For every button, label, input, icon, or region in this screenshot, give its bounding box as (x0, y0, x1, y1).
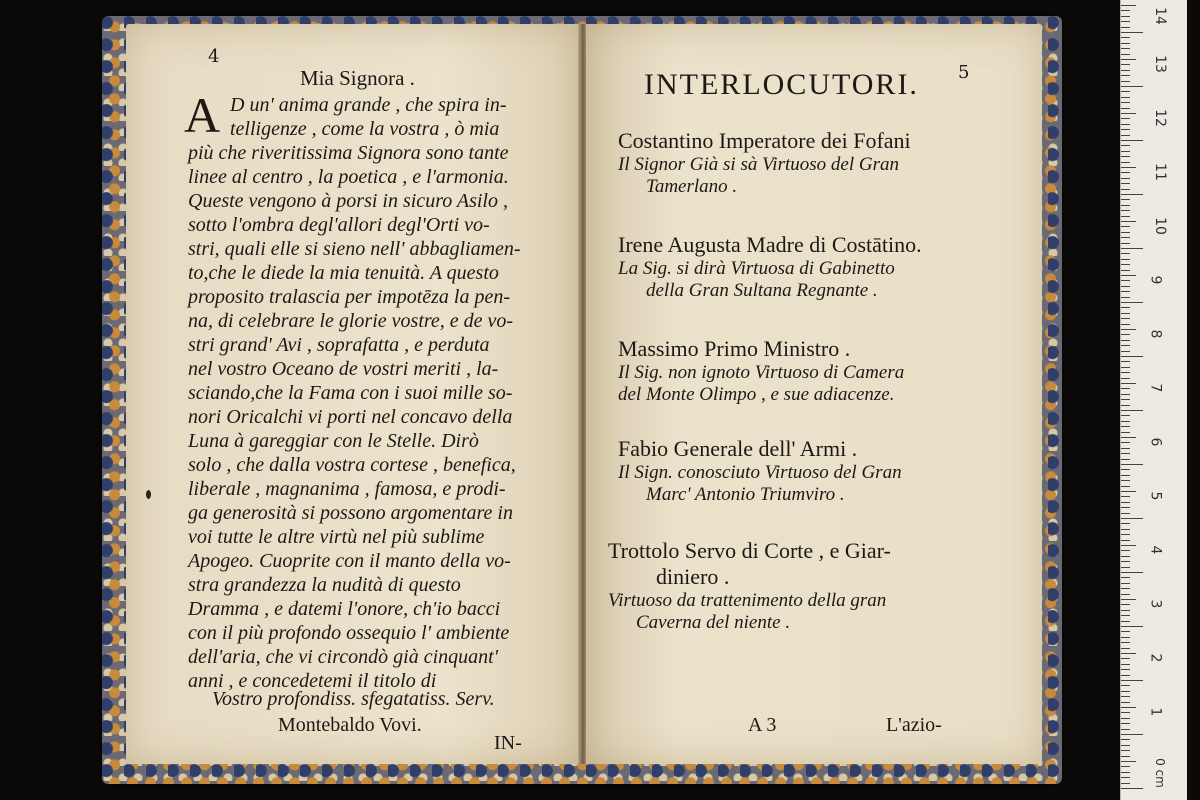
ruler-tick (1121, 302, 1143, 303)
ruler-tick (1121, 729, 1130, 730)
ruler-tick (1121, 172, 1130, 173)
ruler-tick (1121, 70, 1130, 71)
ruler-tick (1121, 59, 1136, 60)
text-line: Apogeo. Cuoprite con il manto della vo- (188, 550, 511, 572)
role-description: Il Sign. conosciuto Virtuoso del Gran (618, 462, 902, 483)
dedication-heading: Mia Signora . (300, 66, 415, 90)
cast-entry (608, 538, 891, 634)
ruler-tick (1121, 291, 1130, 292)
ruler-tick (1121, 318, 1130, 319)
role-name: Massimo Primo Ministro . (618, 336, 851, 361)
ruler-tick (1121, 297, 1130, 298)
text-line: D un' anima grande , che spira in- (230, 94, 507, 116)
role-name: Irene Augusta Madre di Costātino. (618, 232, 922, 257)
ruler-tick (1121, 264, 1130, 265)
ruler-tick (1121, 210, 1130, 211)
ruler-number: 3 (1147, 599, 1164, 609)
ruler-tick (1121, 572, 1143, 573)
right-folio: 5 (958, 62, 970, 83)
text-line: anni , e concedetemi il titolo di (188, 670, 437, 692)
ruler-tick (1121, 469, 1130, 470)
ruler-tick (1121, 113, 1136, 114)
ruler-tick (1121, 356, 1143, 357)
ruler-tick (1121, 615, 1130, 616)
ruler-tick (1121, 783, 1130, 784)
ruler-tick (1121, 464, 1143, 465)
ruler-tick (1121, 453, 1130, 454)
ruler-tick (1121, 280, 1130, 281)
ruler-tick (1121, 604, 1130, 605)
ruler-tick (1121, 286, 1130, 287)
ruler-tick (1121, 518, 1143, 519)
text-line: dell'aria, che vi circondò già cinquant' (188, 646, 498, 668)
ruler-number: 9 (1147, 275, 1164, 285)
ruler-tick (1121, 340, 1130, 341)
ruler-tick (1121, 766, 1130, 767)
ruler-tick (1121, 194, 1143, 195)
ruler-tick (1121, 415, 1130, 416)
text-line: con il più profondo ossequio l' ambiente (188, 622, 510, 644)
ruler-tick (1121, 459, 1130, 460)
text-line: voi tutte le altre virtù nel più sublime (188, 526, 485, 548)
ruler-tick (1121, 577, 1130, 578)
ruler-number: 14 (1151, 7, 1168, 25)
ruler-tick (1121, 91, 1130, 92)
ruler-tick (1121, 324, 1130, 325)
ruler-number: 10 (1151, 217, 1168, 235)
text-line: to,che le diede la mia tenuità. A questo (188, 262, 499, 284)
text-line: stri grand' Avi , soprafatta , e perduta (188, 334, 490, 356)
ruler-tick (1121, 745, 1130, 746)
ruler-tick (1121, 631, 1130, 632)
ruler-number: 5 (1147, 491, 1164, 501)
ruler-number: 8 (1147, 329, 1164, 339)
signature: Montebaldo Vovi. (278, 714, 422, 736)
ruler-tick (1121, 502, 1130, 503)
ruler-tick (1121, 723, 1130, 724)
ruler-tick (1121, 313, 1130, 314)
ruler-tick (1121, 64, 1130, 65)
ruler-tick (1121, 637, 1130, 638)
ruler-tick (1121, 653, 1136, 654)
ruler-tick (1121, 680, 1143, 681)
ruler-tick (1121, 496, 1130, 497)
ruler-tick (1121, 707, 1136, 708)
ruler-tick (1121, 205, 1130, 206)
ruler-tick (1121, 507, 1130, 508)
ruler-tick (1121, 5, 1136, 6)
ruler-tick (1121, 529, 1130, 530)
ruler-tick (1121, 685, 1130, 686)
ruler-unit: 0 cm (1152, 758, 1167, 788)
left-catchword: IN- (494, 732, 522, 754)
ruler-tick (1121, 561, 1130, 562)
role-description: Virtuoso da trattenimento della gran (608, 590, 887, 611)
drop-capital: A (184, 87, 221, 143)
ruler-tick (1121, 513, 1130, 514)
ruler-tick (1121, 777, 1130, 778)
cast-entry (618, 128, 911, 198)
text-line: più che riveritissima Signora sono tante (188, 142, 509, 164)
ruler-tick (1121, 426, 1130, 427)
ruler-tick (1121, 399, 1130, 400)
measurement-ruler (1120, 0, 1187, 800)
ruler-number: 12 (1151, 109, 1168, 127)
ruler-tick (1121, 405, 1130, 406)
ruler-tick (1121, 712, 1130, 713)
ruler-tick (1121, 102, 1130, 103)
ruler-tick (1121, 383, 1136, 384)
text-line: linee al centro , la poetica , e l'armonia. (188, 166, 509, 188)
role-name-continued: diniero . (656, 564, 730, 589)
ink-blot (146, 490, 151, 499)
ruler-tick (1121, 696, 1130, 697)
ruler-tick (1121, 550, 1130, 551)
ruler-tick (1121, 523, 1130, 524)
ruler-tick (1121, 567, 1130, 568)
ruler-tick (1121, 75, 1130, 76)
cast-list-title: INTERLOCUTORI. (644, 68, 919, 101)
ruler-tick (1121, 199, 1130, 200)
left-page (126, 24, 580, 764)
role-name: Fabio Generale dell' Armi . (618, 436, 858, 461)
ruler-tick (1121, 432, 1130, 433)
ruler-tick (1121, 410, 1143, 411)
ruler-tick (1121, 599, 1136, 600)
role-name: Trottolo Servo di Corte , e Giar- (608, 538, 891, 563)
signature-mark: A 3 (748, 714, 777, 736)
ruler-tick (1121, 307, 1130, 308)
ruler-tick (1121, 761, 1136, 762)
text-line: na, di celebrare le glorie vostre, e de vo- (188, 310, 514, 332)
role-name: Costantino Imperatore dei Fofani (618, 128, 911, 153)
text-line: ga generosità si possono argomentare in (188, 502, 513, 524)
ruler-tick (1121, 226, 1130, 227)
ruler-tick (1121, 583, 1130, 584)
ruler-tick (1121, 81, 1130, 82)
ruler-tick (1121, 545, 1136, 546)
ruler-tick (1121, 189, 1130, 190)
text-line: Dramma , e datemi l'onore, ch'io bacci (188, 598, 501, 620)
ruler-number: 7 (1147, 383, 1164, 393)
ruler-tick (1121, 610, 1130, 611)
text-line: liberale , magnanima , famosa, e prodi- (188, 478, 506, 500)
ruler-tick (1121, 48, 1130, 49)
text-line: nel vostro Oceano de vostri meriti , la- (188, 358, 499, 380)
text-line: proposito tralascia per impotēza la pen- (188, 286, 511, 308)
text-line: solo , che dalla vostra cortese , benefica, (188, 454, 516, 476)
ruler-tick (1121, 588, 1130, 589)
ruler-tick (1121, 739, 1130, 740)
ruler-tick (1121, 475, 1130, 476)
ruler-tick (1121, 480, 1130, 481)
ruler-tick (1121, 367, 1130, 368)
ruler-tick (1121, 664, 1130, 665)
closing-line: Vostro profondiss. sfegatatiss. Serv. (212, 688, 495, 710)
ruler-tick (1121, 675, 1130, 676)
ruler-tick (1121, 378, 1130, 379)
text-line: stri, quali elle si sieno nell' abbagliamen- (188, 238, 521, 260)
ruler-tick (1121, 27, 1130, 28)
role-description: Tamerlano . (646, 176, 738, 197)
role-description: Il Signor Già si sà Virtuoso del Gran (618, 154, 899, 175)
ruler-tick (1121, 43, 1130, 44)
text-line: telligenze , come la vostra , ò mia (230, 118, 500, 140)
ruler-tick (1121, 691, 1130, 692)
ruler-tick (1121, 243, 1130, 244)
ruler-tick (1121, 772, 1130, 773)
ruler-tick (1121, 442, 1130, 443)
ruler-tick (1121, 361, 1130, 362)
ruler-tick (1121, 178, 1130, 179)
ruler-tick (1121, 540, 1130, 541)
ruler-number: 11 (1151, 163, 1168, 181)
right-catchword: L'azio- (886, 714, 942, 736)
ruler-tick (1121, 329, 1136, 330)
ruler-tick (1121, 421, 1130, 422)
ruler-tick (1121, 232, 1130, 233)
role-description: del Monte Olimpo , e sue adiacenze. (618, 384, 895, 405)
ruler-tick (1121, 216, 1130, 217)
ruler-tick (1121, 135, 1130, 136)
ruler-tick (1121, 648, 1130, 649)
text-line: sciando,che la Fama con i suoi mille so- (188, 382, 513, 404)
ruler-tick (1121, 491, 1136, 492)
cast-entry (618, 336, 904, 406)
ruler-tick (1121, 788, 1143, 789)
text-line: sotto l'ombra degl'allori degl'Orti vo- (188, 214, 490, 236)
ruler-tick (1121, 658, 1130, 659)
cast-entry (618, 436, 902, 506)
ruler-number: 6 (1147, 437, 1164, 447)
role-description: Caverna del niente . (636, 612, 791, 633)
ruler-tick (1121, 372, 1130, 373)
ruler-tick (1121, 167, 1136, 168)
ruler-number: 13 (1151, 55, 1168, 73)
ruler-tick (1121, 594, 1130, 595)
ruler-tick (1121, 145, 1130, 146)
ruler-tick (1121, 221, 1136, 222)
role-description: Il Sig. non ignoto Virtuoso di Camera (618, 362, 905, 383)
ruler-tick (1121, 270, 1130, 271)
ruler-tick (1121, 756, 1130, 757)
ruler-tick (1121, 448, 1130, 449)
right-page (586, 24, 1042, 764)
ruler-tick (1121, 248, 1143, 249)
ruler-tick (1121, 162, 1130, 163)
ruler-tick (1121, 108, 1130, 109)
ruler-tick (1121, 86, 1143, 87)
ruler-tick (1121, 718, 1130, 719)
role-description: Marc' Antonio Triumviro . (646, 484, 845, 505)
ruler-tick (1121, 334, 1130, 335)
ruler-tick (1121, 183, 1130, 184)
ruler-tick (1121, 275, 1136, 276)
ruler-tick (1121, 259, 1130, 260)
ruler-tick (1121, 534, 1130, 535)
text-line: stra grandezza la nudità di questo (188, 574, 461, 596)
ruler-tick (1121, 21, 1130, 22)
ruler-tick (1121, 237, 1130, 238)
ruler-tick (1121, 97, 1130, 98)
ruler-tick (1121, 253, 1130, 254)
ruler-tick (1121, 734, 1143, 735)
cast-entry (618, 232, 922, 302)
ruler-tick (1121, 750, 1130, 751)
role-description: La Sig. si dirà Virtuosa di Gabinetto (618, 258, 895, 279)
ruler-number: 1 (1147, 707, 1164, 717)
text-line: Luna à gareggiar con le Stelle. Dirò (188, 430, 479, 452)
ruler-tick (1121, 394, 1130, 395)
ruler-tick (1121, 156, 1130, 157)
text-line: nori Oricalchi vi porti nel concavo della (188, 406, 513, 428)
ruler-tick (1121, 118, 1130, 119)
ruler-tick (1121, 626, 1143, 627)
ruler-tick (1121, 37, 1130, 38)
ruler-tick (1121, 140, 1143, 141)
ruler-tick (1121, 124, 1130, 125)
ruler-tick (1121, 702, 1130, 703)
left-folio: 4 (208, 46, 220, 67)
ruler-number: 2 (1147, 653, 1164, 663)
ruler-tick (1121, 556, 1130, 557)
ruler-tick (1121, 16, 1130, 17)
ruler-tick (1121, 388, 1130, 389)
ruler-tick (1121, 32, 1143, 33)
ruler-tick (1121, 621, 1130, 622)
ruler-tick (1121, 437, 1136, 438)
role-description: della Gran Sultana Regnante . (646, 280, 878, 301)
ruler-tick (1121, 351, 1130, 352)
ruler-tick (1121, 54, 1130, 55)
ruler-tick (1121, 129, 1130, 130)
ruler-tick (1121, 642, 1130, 643)
ruler-number: 4 (1147, 545, 1164, 555)
ruler-tick (1121, 151, 1130, 152)
ruler-tick (1121, 10, 1130, 11)
ruler-tick (1121, 486, 1130, 487)
ruler-tick (1121, 669, 1130, 670)
ruler-tick (1121, 345, 1130, 346)
text-line: Queste vengono à porsi in sicuro Asilo , (188, 190, 508, 212)
